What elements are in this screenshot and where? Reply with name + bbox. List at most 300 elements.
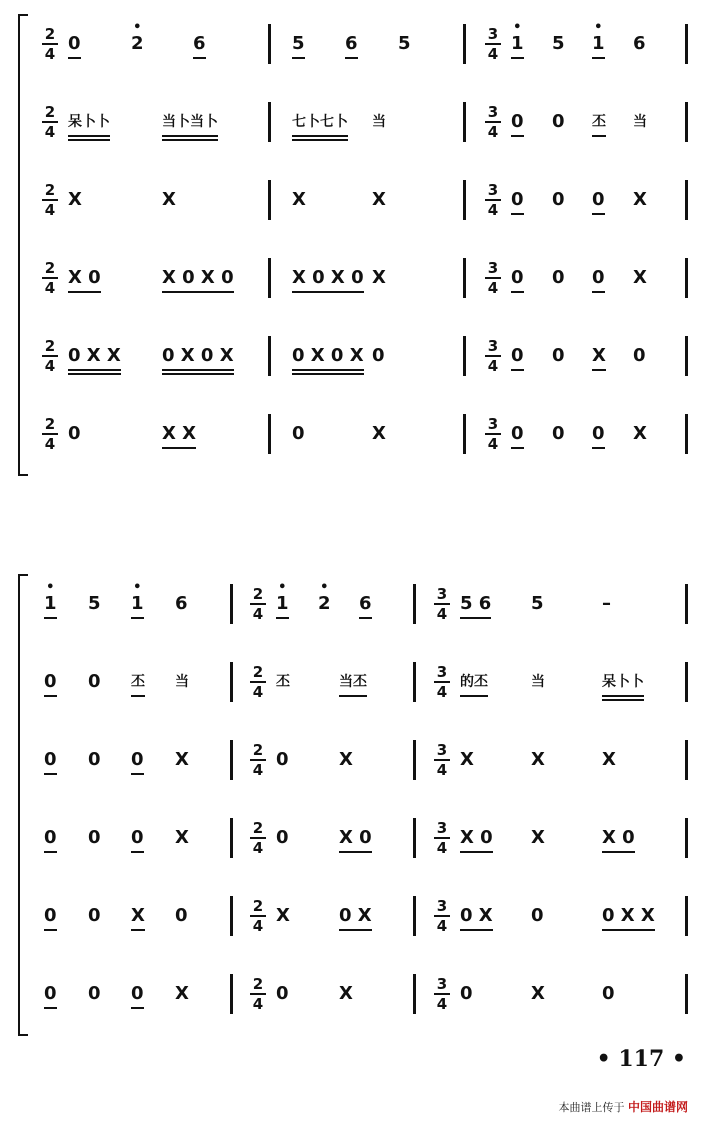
note-text: 0 X 0 X	[162, 345, 234, 366]
note-token	[602, 980, 615, 1008]
note-text: 1	[511, 33, 524, 54]
note-text: X 0	[602, 827, 635, 848]
note-text: X	[292, 189, 306, 210]
note-token	[88, 980, 101, 1008]
duration-underline	[339, 929, 372, 931]
note-token	[633, 108, 647, 136]
octave-dot: •	[278, 580, 287, 595]
staff-row	[0, 103, 708, 168]
note-token	[131, 668, 145, 696]
octave-dot: •	[513, 20, 522, 35]
duration-underline	[193, 57, 206, 59]
duration-underline	[44, 851, 57, 853]
note-text: 0	[276, 983, 289, 1004]
barline	[685, 336, 688, 376]
note-token	[131, 746, 144, 774]
note-token	[531, 824, 545, 852]
note-text: 0	[88, 905, 101, 926]
note-text: X 0	[68, 267, 101, 288]
duration-underline	[511, 213, 524, 215]
time-signature-numerator: 2	[252, 585, 264, 603]
note-token	[345, 30, 358, 58]
duration-underline	[592, 447, 605, 449]
note-token	[372, 420, 386, 448]
note-text: 0 X X	[68, 345, 121, 366]
time-signature-numerator: 2	[252, 975, 264, 993]
note-token	[592, 420, 605, 448]
barline	[413, 974, 416, 1014]
site-logo-text: 中国曲谱网	[627, 1100, 688, 1114]
note-text: 0	[511, 345, 524, 366]
duration-underline	[68, 291, 101, 293]
time-signature-denominator: 4	[485, 433, 501, 452]
note-token	[552, 264, 565, 292]
note-text: 0	[88, 983, 101, 1004]
duration-underline	[68, 369, 121, 371]
time-signature-numerator: 2	[44, 259, 56, 277]
duration-underline	[131, 1007, 144, 1009]
note-text: 0	[602, 983, 615, 1004]
note-token	[339, 746, 353, 774]
note-text: X	[531, 827, 545, 848]
barline	[685, 974, 688, 1014]
duration-underline	[292, 57, 305, 59]
staff-row	[0, 415, 708, 480]
upload-credit-text: 本曲谱上传于	[558, 1101, 625, 1114]
note-token	[68, 264, 101, 292]
note-text: X	[372, 423, 386, 444]
time-signature-denominator: 4	[42, 433, 58, 452]
note-text: 6	[359, 593, 372, 614]
note-text: 当	[531, 674, 545, 690]
note-text: X	[602, 749, 616, 770]
note-text: X	[372, 189, 386, 210]
time-signature-numerator: 3	[436, 897, 448, 915]
note-token	[372, 264, 386, 292]
time-signature-numerator: 2	[252, 663, 264, 681]
time-signature	[434, 742, 450, 778]
duration-underline	[592, 213, 605, 215]
note-text: 当丕	[339, 674, 367, 690]
duration-underline	[44, 1007, 57, 1009]
note-text: X	[276, 905, 290, 926]
barline	[413, 740, 416, 780]
note-token	[592, 186, 605, 214]
note-text: 5	[398, 33, 411, 54]
note-text: 0	[552, 345, 565, 366]
duration-underline	[511, 57, 524, 59]
note-token	[339, 668, 367, 696]
time-signature	[250, 664, 266, 700]
octave-dot: •	[594, 20, 603, 35]
note-text: 0	[276, 827, 289, 848]
octave-dot: •	[320, 580, 329, 595]
time-signature	[250, 742, 266, 778]
note-token	[460, 824, 493, 852]
note-text: 5	[88, 593, 101, 614]
time-signature	[434, 898, 450, 934]
duration-underline	[359, 617, 372, 619]
time-signature-numerator: 3	[436, 741, 448, 759]
note-token	[44, 746, 57, 774]
note-token	[552, 30, 565, 58]
time-signature-numerator: 3	[436, 819, 448, 837]
duration-underline	[44, 929, 57, 931]
barline	[685, 818, 688, 858]
note-text: 0	[44, 905, 57, 926]
duration-underline	[68, 139, 110, 141]
note-token	[531, 902, 544, 930]
note-text: 0	[131, 983, 144, 1004]
time-signature-denominator: 4	[434, 915, 450, 934]
barline	[230, 818, 233, 858]
time-signature	[42, 182, 58, 218]
note-token	[339, 824, 372, 852]
barline	[463, 336, 466, 376]
note-text: 0	[633, 345, 646, 366]
barline	[268, 102, 271, 142]
note-token	[162, 264, 234, 292]
note-token	[131, 824, 144, 852]
brace-cap-top	[18, 574, 28, 576]
duration-underline	[592, 135, 606, 137]
time-signature-numerator: 3	[487, 259, 499, 277]
barline	[463, 414, 466, 454]
duration-underline	[339, 695, 367, 697]
note-text: 6	[345, 33, 358, 54]
time-signature	[485, 338, 501, 374]
time-signature-numerator: 2	[252, 819, 264, 837]
duration-underline	[602, 851, 635, 853]
note-token	[372, 108, 386, 136]
note-text: X	[131, 905, 145, 926]
time-signature	[434, 586, 450, 622]
time-signature-denominator: 4	[434, 837, 450, 856]
note-token	[531, 746, 545, 774]
staff-row	[0, 975, 708, 1040]
duration-underline	[44, 617, 57, 619]
note-token	[276, 980, 289, 1008]
barline	[685, 258, 688, 298]
barline	[268, 24, 271, 64]
octave-dot: •	[133, 20, 142, 35]
barline	[413, 818, 416, 858]
time-signature	[42, 416, 58, 452]
note-token	[162, 108, 218, 136]
barline	[463, 24, 466, 64]
note-token	[552, 186, 565, 214]
note-token	[460, 746, 474, 774]
time-signature	[250, 898, 266, 934]
note-text: X	[339, 983, 353, 1004]
note-token	[68, 30, 81, 58]
time-signature	[250, 976, 266, 1012]
duration-underline	[592, 291, 605, 293]
note-text: 6	[193, 33, 206, 54]
time-signature-numerator: 3	[487, 415, 499, 433]
note-token	[318, 580, 331, 618]
time-signature	[42, 104, 58, 140]
note-token	[276, 902, 290, 930]
staff-row	[0, 580, 708, 650]
note-text: 5	[292, 33, 305, 54]
note-token	[292, 342, 364, 370]
time-signature	[485, 260, 501, 296]
note-text: 0 X	[339, 905, 372, 926]
note-token	[44, 824, 57, 852]
duration-underline	[276, 617, 289, 619]
note-text: 丕	[276, 674, 290, 690]
note-text: X	[633, 267, 647, 288]
time-signature-numerator: 2	[252, 741, 264, 759]
barline	[413, 584, 416, 624]
note-token	[44, 980, 57, 1008]
time-signature-numerator: 3	[487, 337, 499, 355]
note-text: X	[339, 749, 353, 770]
note-token	[592, 264, 605, 292]
time-signature	[434, 664, 450, 700]
barline	[230, 584, 233, 624]
note-text: 2	[131, 33, 144, 54]
barline	[685, 584, 688, 624]
time-signature	[485, 182, 501, 218]
duration-underline	[162, 447, 196, 449]
note-text: 0	[511, 423, 524, 444]
note-token	[68, 420, 81, 448]
note-token	[511, 108, 524, 136]
barline	[463, 180, 466, 220]
duration-underline	[460, 617, 491, 619]
note-token	[276, 580, 289, 618]
note-text: 当卜当卜	[162, 114, 218, 130]
note-token	[372, 186, 386, 214]
barline	[463, 258, 466, 298]
staff-row	[0, 259, 708, 324]
note-token	[602, 824, 635, 852]
note-text: 0	[552, 267, 565, 288]
note-text: 0	[44, 749, 57, 770]
note-text: 0	[175, 905, 188, 926]
note-text: X	[460, 749, 474, 770]
barline	[268, 336, 271, 376]
time-signature	[250, 586, 266, 622]
duration-underline	[511, 135, 524, 137]
time-signature-denominator: 4	[42, 277, 58, 296]
note-token	[292, 108, 348, 136]
note-text: X	[175, 827, 189, 848]
note-text: X	[175, 749, 189, 770]
note-text: 5	[531, 593, 544, 614]
time-signature-denominator: 4	[485, 199, 501, 218]
note-token	[162, 342, 234, 370]
duration-underline	[68, 373, 121, 375]
note-token	[276, 668, 290, 696]
barline	[685, 896, 688, 936]
note-token	[460, 668, 488, 696]
note-token	[88, 590, 101, 618]
time-signature-denominator: 4	[250, 681, 266, 700]
time-signature-denominator: 4	[434, 681, 450, 700]
note-text: 5	[552, 33, 565, 54]
note-text: X 0 X 0	[162, 267, 234, 288]
note-text: X	[175, 983, 189, 1004]
barline	[685, 662, 688, 702]
note-text: 当	[175, 674, 189, 690]
note-token	[339, 980, 353, 1008]
note-text: 6	[633, 33, 646, 54]
score-system	[0, 574, 708, 1036]
duration-underline	[131, 929, 145, 931]
note-token	[175, 980, 189, 1008]
barline	[685, 102, 688, 142]
barline	[230, 974, 233, 1014]
note-token	[68, 108, 110, 136]
note-token	[68, 342, 121, 370]
note-token	[633, 420, 647, 448]
note-text: X	[68, 189, 82, 210]
note-token	[175, 824, 189, 852]
duration-underline	[68, 57, 81, 59]
note-token	[88, 902, 101, 930]
duration-underline	[602, 699, 644, 701]
barline	[230, 896, 233, 936]
note-text: X 0	[460, 827, 493, 848]
note-text: 0	[592, 423, 605, 444]
note-text: 0	[88, 671, 101, 692]
duration-underline	[592, 369, 606, 371]
note-text: 0	[44, 827, 57, 848]
note-token	[68, 186, 82, 214]
time-signature	[485, 26, 501, 62]
barline	[230, 740, 233, 780]
note-token	[460, 590, 491, 618]
note-token	[193, 30, 206, 58]
note-token	[633, 30, 646, 58]
duration-underline	[44, 773, 57, 775]
staff-row	[0, 819, 708, 884]
note-token	[276, 746, 289, 774]
note-token	[339, 902, 372, 930]
duration-underline	[131, 617, 144, 619]
note-text: 0	[592, 267, 605, 288]
time-signature-denominator: 4	[434, 993, 450, 1012]
note-text: 0	[292, 423, 305, 444]
time-signature-denominator: 4	[434, 759, 450, 778]
note-token	[175, 668, 189, 696]
duration-underline	[345, 57, 358, 59]
duration-underline	[339, 851, 372, 853]
staff-row	[0, 20, 708, 90]
note-token	[398, 30, 411, 58]
note-token	[602, 590, 611, 618]
duration-underline	[292, 135, 348, 137]
note-text: 0	[552, 189, 565, 210]
time-signature-denominator: 4	[485, 277, 501, 296]
note-text: 1	[44, 593, 57, 614]
duration-underline	[460, 695, 488, 697]
duration-underline	[162, 369, 234, 371]
note-token	[162, 420, 196, 448]
note-text: 0	[511, 189, 524, 210]
note-token	[175, 902, 188, 930]
note-text: 0	[88, 749, 101, 770]
note-token	[552, 420, 565, 448]
duration-underline	[162, 135, 218, 137]
note-token	[633, 342, 646, 370]
time-signature-denominator: 4	[42, 355, 58, 374]
note-token	[276, 824, 289, 852]
note-token	[372, 342, 385, 370]
note-text: 七卜七卜	[292, 114, 348, 130]
octave-dot: •	[133, 580, 142, 595]
note-text: X	[531, 749, 545, 770]
note-text: 0	[276, 749, 289, 770]
note-token	[633, 186, 647, 214]
page-number: • 117 •	[596, 1046, 686, 1072]
note-text: 0	[511, 111, 524, 132]
time-signature-numerator: 2	[44, 181, 56, 199]
barline	[413, 896, 416, 936]
note-token	[44, 580, 57, 618]
note-text: 1	[131, 593, 144, 614]
staff-row	[0, 897, 708, 962]
note-text: X 0 X 0	[292, 267, 364, 288]
time-signature-denominator: 4	[42, 199, 58, 218]
note-token	[88, 746, 101, 774]
duration-underline	[162, 139, 218, 141]
note-token	[633, 264, 647, 292]
note-text: 5 6	[460, 593, 492, 614]
note-text: 2	[318, 593, 331, 614]
note-token	[44, 902, 57, 930]
duration-underline	[162, 291, 234, 293]
duration-underline	[511, 447, 524, 449]
note-text: 0	[552, 423, 565, 444]
note-token	[175, 590, 188, 618]
time-signature	[434, 820, 450, 856]
duration-underline	[511, 369, 524, 371]
time-signature	[485, 104, 501, 140]
note-token	[460, 902, 493, 930]
duration-underline	[460, 929, 493, 931]
note-text: 当	[633, 114, 647, 130]
note-token	[359, 590, 372, 618]
note-text: –	[602, 593, 611, 614]
time-signature-numerator: 3	[436, 975, 448, 993]
time-signature-denominator: 4	[250, 759, 266, 778]
note-text: 0	[68, 33, 81, 54]
note-text: 0	[531, 905, 544, 926]
note-token	[131, 902, 145, 930]
note-token	[131, 980, 144, 1008]
note-token	[88, 824, 101, 852]
barline	[268, 258, 271, 298]
note-text: 的丕	[460, 674, 488, 690]
time-signature-denominator: 4	[42, 121, 58, 140]
note-text: 0 X	[460, 905, 493, 926]
time-signature	[485, 416, 501, 452]
note-text: 0	[44, 983, 57, 1004]
staff-row	[0, 337, 708, 402]
time-signature-numerator: 2	[44, 337, 56, 355]
note-text: 丕	[131, 674, 145, 690]
time-signature-denominator: 4	[485, 121, 501, 140]
duration-underline	[131, 851, 144, 853]
note-token	[602, 746, 616, 774]
duration-underline	[592, 57, 605, 59]
barline	[463, 102, 466, 142]
barline	[268, 180, 271, 220]
